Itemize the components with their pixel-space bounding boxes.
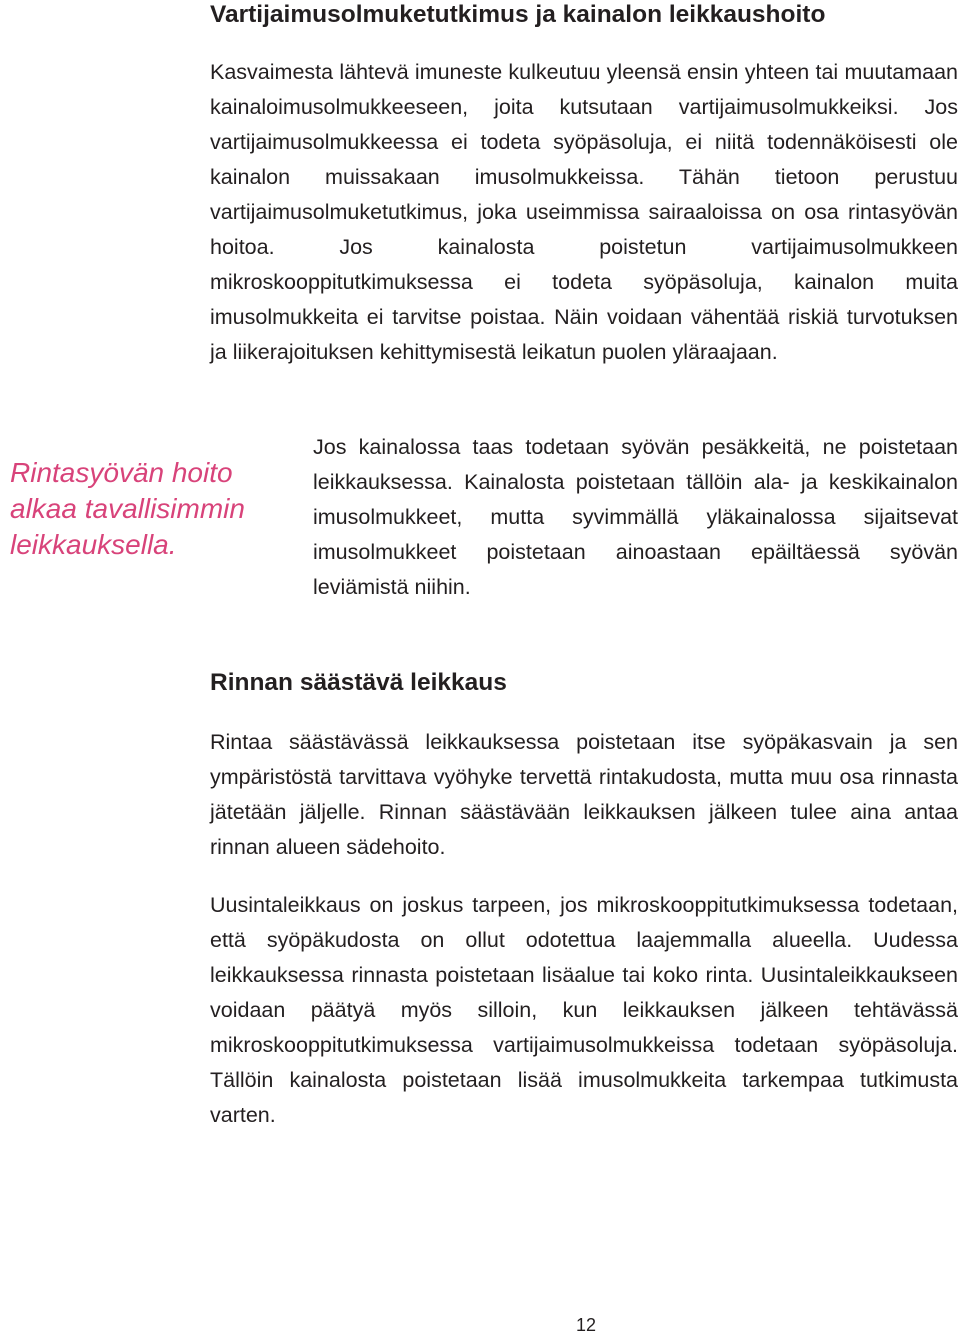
re-excision-paragraph: Uusintaleikkaus on joskus tarpeen, jos mikroskooppitutkimuksessa todetaan, että syöpäkudosta on ollut odotettua laajemmalla alueella. Uudessa leikkauksessa rinnasta poistetaan lisäalue tai koko rinta. Uusintaleikkaukseen voidaan päätyä myös silloin, kun leikkauksen jälkeen tehtävässä mikroskooppitutkimuksessa vartijaimusolmukkeissa todetaan syöpäsoluja. Tällöin kainalosta poistetaan lisää imusolmukkeita tarkempaa tutkimusta varten.: [210, 893, 958, 1127]
page-number: 12: [575, 1315, 597, 1335]
pullquote: Rintasyövän hoito alkaa tavallisimmin leikkauksella.: [10, 457, 245, 560]
section-title-sentinel-node: Vartijaimusolmuketutkimus ja kainalon leikkaushoito: [210, 1, 826, 28]
sentinel-node-paragraph: Kasvaimesta lähtevä imuneste kulkeutuu yleensä ensin yhteen tai muutamaan kainaloimusolmukkeeseen, joita kutsutaan vartijaimusolmukkeiksi. Jos vartijaimusolmukkeessa ei todeta syöpäsoluja, ei niitä todennäköisesti ole kainalon muissakaan imusolmukkeissa. Tähän tietoon perustuu vartijaimusolmuketutkimus, joka useimmissa sairaaloissa on osa rintasyövän hoitoa. Jos kainalosta poistetun vartijaimusolmukkeen mikroskooppitutkimuksessa ei todeta syöpäsoluja, kainalon muita imusolmukkeita ei tarvitse poistaa. Näin voidaan vähentää riskiä turvotuksen ja liikerajoituksen kehittymisestä leikatun puolen yläraajaan.: [210, 60, 958, 364]
breast-conserving-paragraph: Rintaa säästävässä leikkauksessa poistetaan itse syöpäkasvain ja sen ympäristöstä tarvittava vyöhyke tervettä rintakudosta, mutta muu osa rinnasta jätetään jäljelle. Rinnan säästävään leikkauksen jälkeen tulee aina antaa rinnan alueen sädehoito.: [210, 730, 958, 859]
axillary-dissection-paragraph: Jos kainalossa taas todetaan syövän pesäkkeitä, ne poistetaan leikkauksessa. Kainalosta poistetaan tällöin ala- ja keskikainalon imusolmukkeet, mutta syvimmällä yläkainalossa sijaitsevat imusolmukkeet poistetaan ainoastaan epäiltäessä syövän leviämistä niihin.: [313, 435, 958, 599]
section-title-breast-conserving-surgery: Rinnan säästävä leikkaus: [210, 669, 507, 696]
